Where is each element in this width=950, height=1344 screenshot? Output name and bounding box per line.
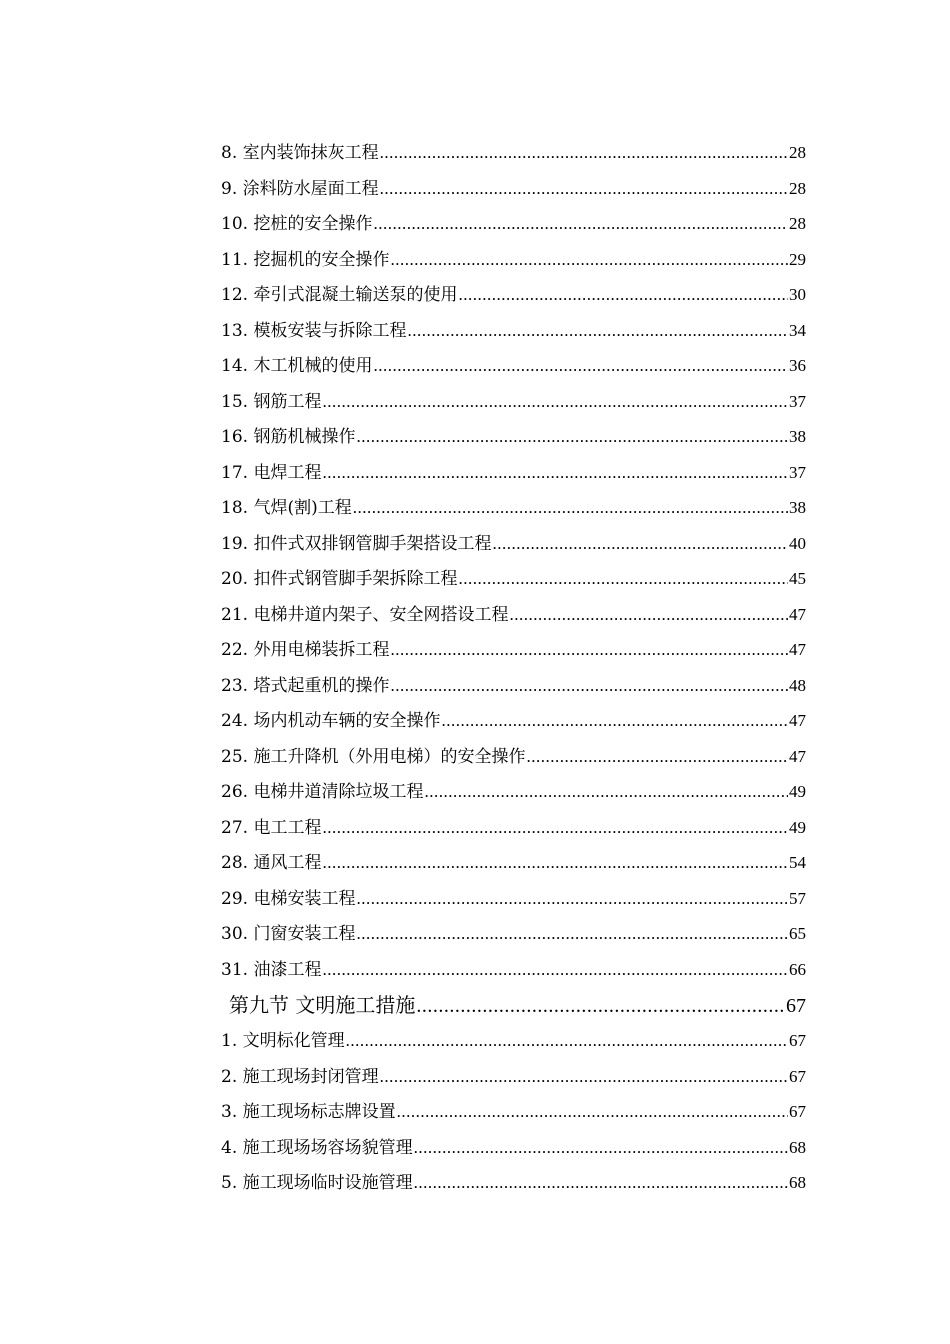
dot-leader — [509, 603, 788, 627]
toc-entry[interactable] — [221, 248, 806, 284]
toc-entry-page: 54 — [789, 853, 806, 872]
toc-entry[interactable] — [221, 709, 806, 745]
toc-entry-label: 27. 电工工程 — [221, 817, 322, 838]
toc-entry-page: 36 — [789, 356, 806, 375]
toc-entry-page: 34 — [789, 320, 806, 340]
toc-entry-label: 19. 扣件式双排钢管脚手架搭设工程 — [221, 533, 492, 554]
dot-leader — [322, 816, 788, 840]
toc-entry-page: 37 — [789, 462, 806, 482]
toc-entry[interactable] — [221, 1029, 806, 1065]
toc-entry-page: 68 — [789, 1173, 806, 1192]
toc-entry-page: 48 — [789, 675, 806, 695]
toc-entry-label: 5. 施工现场临时设施管理 — [221, 1173, 413, 1193]
toc-entry[interactable] — [221, 141, 806, 177]
toc-entry-label: 12. 牵引式混凝土输送泵的使用 — [221, 285, 458, 305]
dot-leader — [424, 780, 788, 804]
dot-leader — [322, 851, 788, 875]
dot-leader — [416, 994, 785, 1018]
toc-entry-label: 2. 施工现场封闭管理 — [221, 1066, 379, 1087]
toc-section-heading[interactable] — [221, 993, 806, 1029]
dot-leader — [441, 709, 788, 733]
toc-entry-label: 28. 通风工程 — [221, 853, 322, 873]
dot-leader — [380, 1065, 788, 1089]
toc-entry-page: 49 — [789, 817, 806, 837]
toc-entry[interactable] — [221, 922, 806, 958]
toc-entry-label: 24. 场内机动车辆的安全操作 — [221, 711, 441, 731]
toc-entry[interactable] — [221, 816, 806, 852]
toc-entry[interactable] — [221, 1136, 806, 1172]
dot-leader — [373, 354, 788, 378]
toc-entry[interactable] — [221, 461, 806, 497]
toc-entry[interactable] — [221, 212, 806, 248]
toc-entry[interactable] — [221, 319, 806, 355]
dot-leader — [356, 425, 788, 449]
toc-entry[interactable] — [221, 958, 806, 994]
toc-entry[interactable] — [221, 354, 806, 390]
toc-entry-label: 30. 门窗安装工程 — [221, 924, 356, 944]
toc-entry-label: 22. 外用电梯装拆工程 — [221, 640, 390, 660]
toc-entry[interactable] — [221, 390, 806, 426]
dot-leader — [407, 319, 788, 343]
toc-entry-page: 67 — [789, 1102, 806, 1121]
toc-entry-label: 3. 施工现场标志牌设置 — [221, 1102, 396, 1122]
dot-leader — [458, 283, 788, 307]
dot-leader — [397, 1100, 788, 1124]
dot-leader — [390, 638, 788, 662]
toc-entry-page: 47 — [789, 711, 806, 730]
toc-entry-page: 67 — [789, 1066, 806, 1086]
dot-leader — [492, 532, 788, 556]
dot-leader — [322, 461, 788, 485]
toc-entry-page: 28 — [789, 178, 806, 198]
dot-leader — [414, 1136, 788, 1160]
toc-entry-page: 49 — [789, 782, 806, 801]
toc-entry-page: 38 — [789, 427, 806, 446]
toc-entry-label: 9. 涂料防水屋面工程 — [221, 178, 379, 199]
dot-leader — [414, 1171, 788, 1195]
toc-entry-page: 65 — [789, 924, 806, 943]
toc-entry[interactable] — [221, 177, 806, 213]
toc-entry-label: 21. 电梯井道内架子、安全网搭设工程 — [221, 604, 509, 625]
toc-entry-label: 1. 文明标化管理 — [221, 1031, 345, 1051]
dot-leader — [322, 390, 788, 414]
toc-entry-label: 17. 电焊工程 — [221, 462, 322, 483]
toc-entry-label: 26. 电梯井道清除垃圾工程 — [221, 782, 424, 802]
toc-entry-page: 47 — [789, 604, 806, 624]
toc-entry-label: 8. 室内装饰抹灰工程 — [221, 143, 379, 163]
toc-entry-label: 4. 施工现场场容场貌管理 — [221, 1137, 413, 1158]
toc-entry-label: 10. 挖桩的安全操作 — [221, 214, 373, 234]
toc-entry-label: 18. 气焊(割)工程 — [221, 498, 352, 518]
toc-entry-page: 29 — [789, 249, 806, 269]
toc-entry-page: 47 — [789, 640, 806, 659]
dot-leader — [458, 567, 788, 591]
toc-entry-label: 29. 电梯安装工程 — [221, 888, 356, 909]
toc-entry[interactable] — [221, 496, 806, 532]
toc-entry-page: 57 — [789, 888, 806, 908]
toc-entry-page: 28 — [789, 214, 806, 233]
toc-entry-page: 68 — [789, 1137, 806, 1157]
dot-leader — [346, 1029, 788, 1053]
toc-entry-page: 67 — [789, 1031, 806, 1050]
dot-leader — [390, 248, 788, 272]
toc-entry-label: 13. 模板安装与拆除工程 — [221, 320, 407, 341]
toc-entry[interactable] — [221, 532, 806, 568]
toc-entry-label: 20. 扣件式钢管脚手架拆除工程 — [221, 569, 458, 589]
toc-section-label: 第九节 文明施工措施 — [229, 993, 416, 1017]
dot-leader — [322, 958, 788, 982]
toc-entry-page: 37 — [789, 391, 806, 411]
toc-entry-label: 15. 钢筋工程 — [221, 391, 322, 412]
toc-entry[interactable] — [221, 1171, 806, 1207]
toc-entry-page: 28 — [789, 143, 806, 162]
toc-entry[interactable] — [221, 638, 806, 674]
dot-leader — [373, 212, 788, 236]
toc-entry-label: 25. 施工升降机（外用电梯）的安全操作 — [221, 746, 526, 767]
toc-entry[interactable] — [221, 283, 806, 319]
toc-entry[interactable] — [221, 887, 806, 923]
toc-entry-page: 66 — [789, 959, 806, 979]
dot-leader — [526, 745, 788, 769]
toc-entry-page: 40 — [789, 533, 806, 553]
toc-entry[interactable] — [221, 603, 806, 639]
toc-entry[interactable] — [221, 425, 806, 461]
dot-leader — [390, 674, 788, 698]
dot-leader — [353, 496, 788, 520]
toc-entry[interactable] — [221, 780, 806, 816]
toc-entry-page: 30 — [789, 285, 806, 304]
toc-entry[interactable] — [221, 1065, 806, 1101]
toc-section-page: 67 — [786, 995, 806, 1017]
toc-entry-label: 11. 挖掘机的安全操作 — [221, 249, 390, 270]
dot-leader — [356, 887, 788, 911]
toc-entry-page: 38 — [789, 498, 806, 517]
toc-entry[interactable] — [221, 851, 806, 887]
toc-entry-label: 16. 钢筋机械操作 — [221, 427, 356, 447]
toc-entry[interactable] — [221, 674, 806, 710]
toc-entry-label: 14. 木工机械的使用 — [221, 356, 373, 376]
toc-entry[interactable] — [221, 567, 806, 603]
toc-entry-page: 45 — [789, 569, 806, 588]
dot-leader — [356, 922, 788, 946]
toc-entry-label: 31. 油漆工程 — [221, 959, 322, 980]
table-of-contents — [221, 141, 806, 1207]
toc-entry-label: 23. 塔式起重机的操作 — [221, 675, 390, 696]
toc-entry[interactable] — [221, 1100, 806, 1136]
toc-entry[interactable] — [221, 745, 806, 781]
dot-leader — [380, 141, 788, 165]
dot-leader — [380, 177, 788, 201]
toc-entry-page: 47 — [789, 746, 806, 766]
